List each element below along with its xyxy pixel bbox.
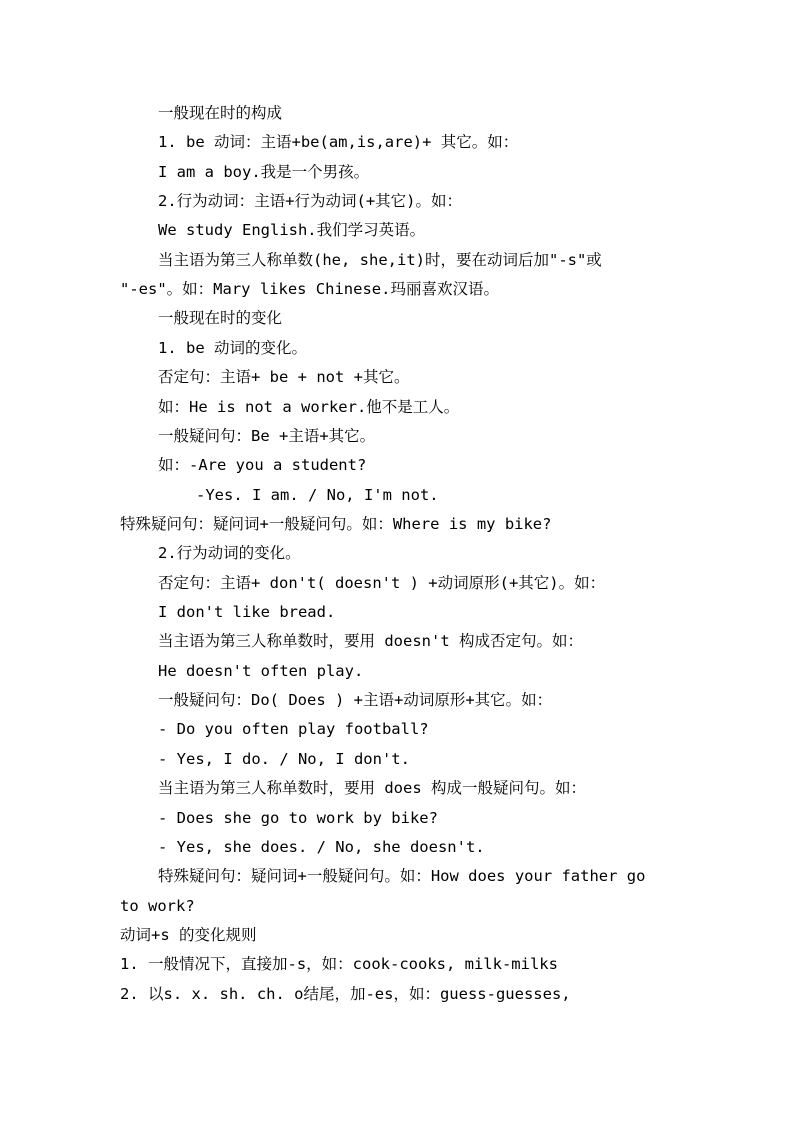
text-line: to work? [120,897,195,915]
text-line: 一般疑问句：Do( Does ) +主语+动词原形+其它。如： [158,691,553,709]
text-line: 否定句：主语+ don't( doesn't ) +动词原形(+其它)。如： [158,574,606,592]
text-line: 如：-Are you a student? [158,456,367,474]
section-heading-present-tense-structure: 一般现在时的构成 [158,104,283,122]
text-line: -Yes. I am. / No, I'm not. [196,486,439,504]
section-heading-present-tense-changes: 一般现在时的变化 [158,309,283,327]
text-line: 特殊疑问句：疑问词+一般疑问句。如：Where is my bike? [120,515,552,533]
text-line: 1. be 动词：主语+be(am,is,are)+ 其它。如： [158,133,519,151]
text-line: - Yes, she does. / No, she doesn't. [158,838,485,856]
text-line: - Does she go to work by bike? [158,809,438,827]
text-line: I don't like bread. [158,603,336,621]
text-line: 2.行为动词的变化。 [158,544,301,562]
text-line: 1. 一般情况下，直接加-s，如：cook-cooks, milk-milks [120,955,558,973]
text-line: He doesn't often play. [158,662,364,680]
text-line: - Do you often play football? [158,720,429,738]
text-line: 2. 以s. x. sh. ch. o结尾，加-es，如：guess-guesses, [120,985,571,1003]
text-line: 如：He is not a worker.他不是工人。 [158,398,460,416]
text-line: - Yes, I do. / No, I don't. [158,750,410,768]
section-heading-verb-s-rules: 动词+s 的变化规则 [120,926,257,944]
text-line: 当主语为第三人称单数(he, she,it)时，要在动词后加"-s"或 [158,251,602,269]
text-line: "-es"。如：Mary likes Chinese.玛丽喜欢汉语。 [120,280,499,298]
text-line: 否定句：主语+ be + not +其它。 [158,368,410,386]
text-line: 当主语为第三人称单数时，要用 doesn't 构成否定句。如： [158,632,583,650]
text-line: 2.行为动词：主语+行为动词(+其它)。如： [158,192,462,210]
text-line: 特殊疑问句：疑问词+一般疑问句。如：How does your father go [158,867,646,885]
text-line: I am a boy.我是一个男孩。 [158,163,370,181]
text-line: We study English.我们学习英语。 [158,221,426,239]
text-line: 1. be 动词的变化。 [158,339,307,357]
text-line: 一般疑问句：Be +主语+其它。 [158,427,376,445]
text-line: 当主语为第三人称单数时，要用 does 构成一般疑问句。如： [158,779,586,797]
